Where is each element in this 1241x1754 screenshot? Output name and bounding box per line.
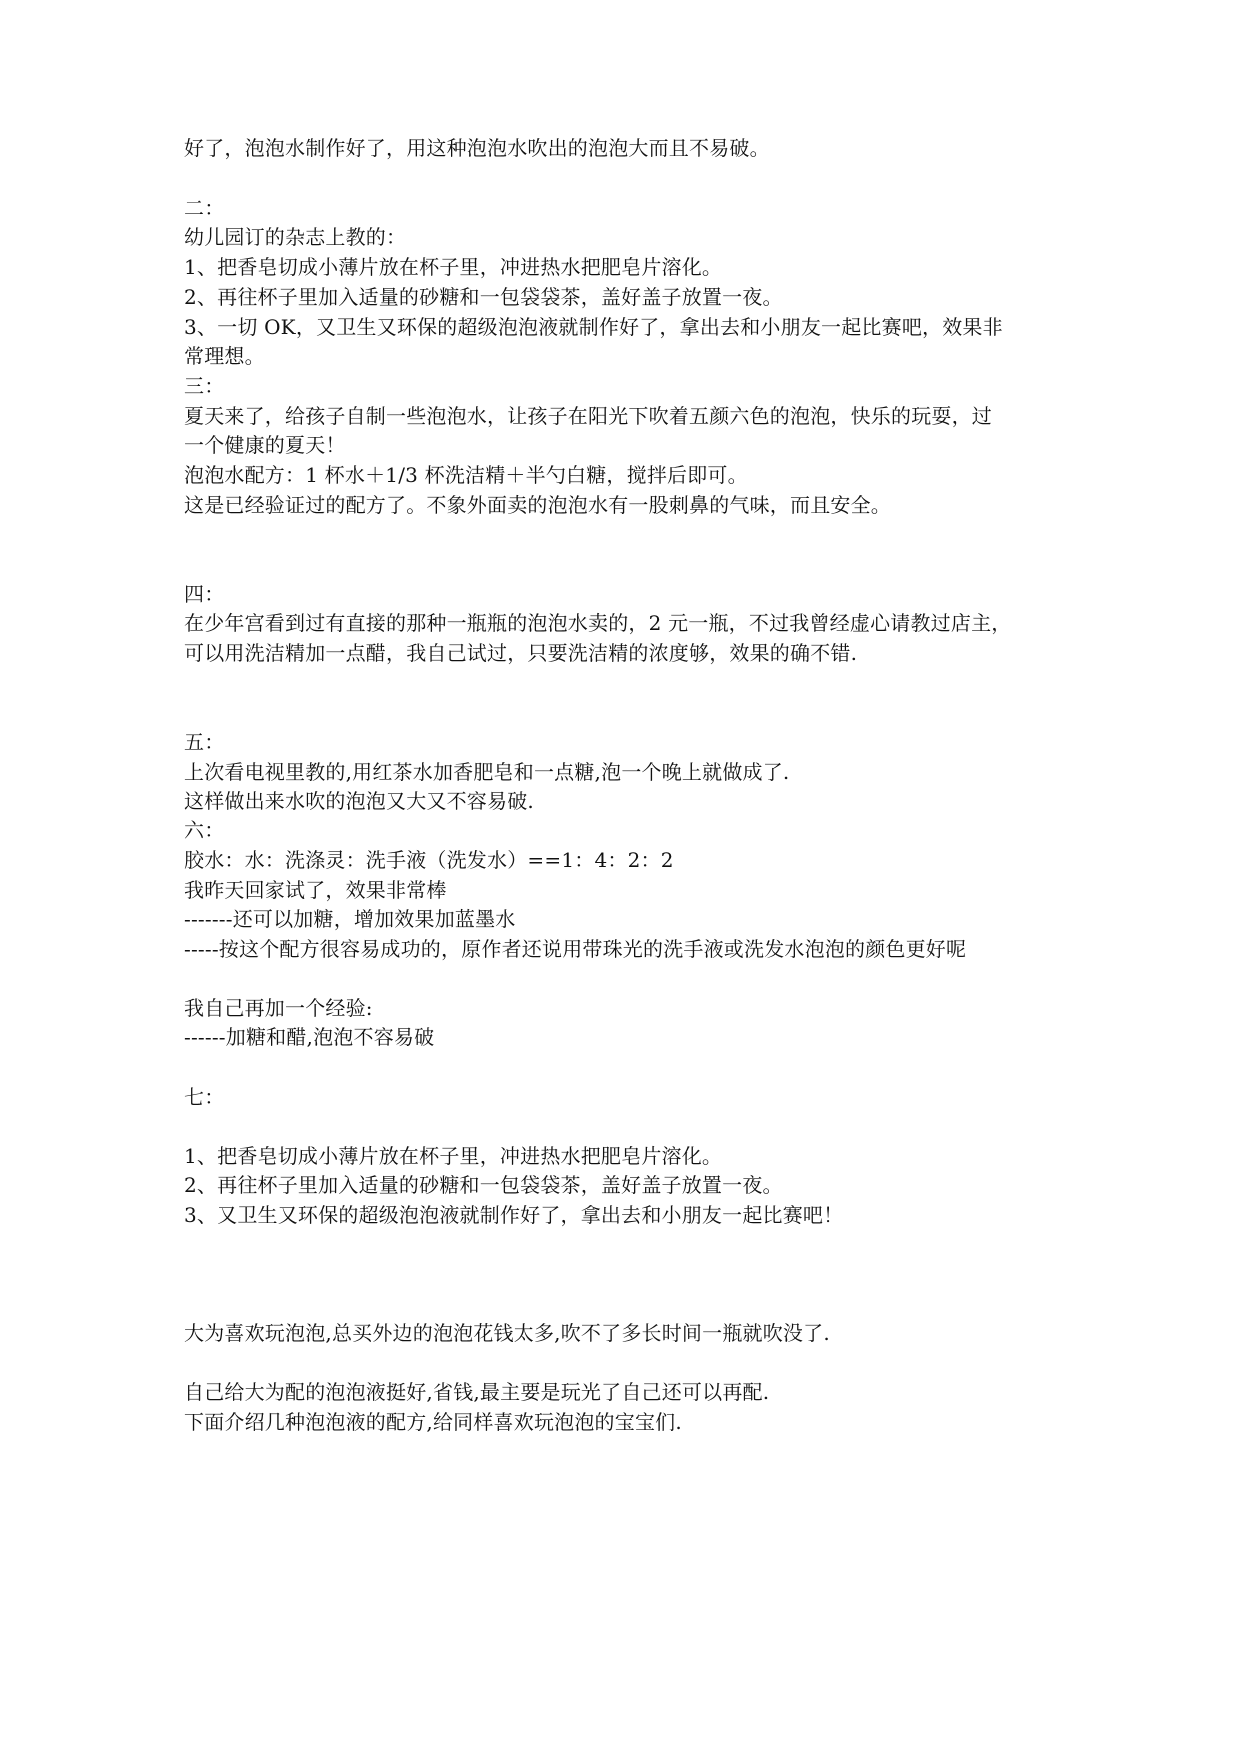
text-line: ------加糖和醋,泡泡不容易破: [184, 1025, 435, 1049]
text-line: 自己给大为配的泡泡液挺好,省钱,最主要是玩光了自己还可以再配.: [184, 1380, 770, 1404]
section-heading: 三：: [184, 374, 225, 398]
text-line: 这样做出来水吹的泡泡又大又不容易破.: [184, 789, 534, 813]
text-line: 胶水：水：洗涤灵：洗手液（洗发水）==1：4：2：2: [184, 848, 674, 872]
text-line: 下面介绍几种泡泡液的配方,给同样喜欢玩泡泡的宝宝们.: [184, 1410, 682, 1434]
section-heading: 七：: [184, 1085, 225, 1109]
text-line: 在少年宫看到过有直接的那种一瓶瓶的泡泡水卖的，2 元一瓶，不过我曾经虚心请教过店主，: [184, 611, 1012, 635]
text-line: 一个健康的夏天！: [184, 433, 346, 457]
text-line: 1、把香皂切成小薄片放在杯子里，冲进热水把肥皂片溶化。: [184, 1144, 723, 1168]
text-line: 泡泡水配方：1 杯水＋1/3 杯洗洁精＋半勺白糖，搅拌后即可。: [184, 463, 748, 487]
section-heading: 四：: [184, 582, 225, 606]
section-heading: 二：: [184, 196, 225, 220]
text-line: 2、再往杯子里加入适量的砂糖和一包袋袋茶，盖好盖子放置一夜。: [184, 285, 783, 309]
text-line: 大为喜欢玩泡泡,总买外边的泡泡花钱太多,吹不了多长时间一瓶就吹没了.: [184, 1321, 830, 1345]
text-line: 好了，泡泡水制作好了，用这种泡泡水吹出的泡泡大而且不易破。: [184, 136, 770, 160]
text-line: 常理想。: [184, 344, 265, 368]
text-line: 1、把香皂切成小薄片放在杯子里，冲进热水把肥皂片溶化。: [184, 255, 723, 279]
text-line: 夏天来了，给孩子自制一些泡泡水，让孩子在阳光下吹着五颜六色的泡泡，快乐的玩耍，过: [184, 404, 992, 428]
text-line: -----按这个配方很容易成功的，原作者还说用带珠光的洗手液或洗发水泡泡的颜色更好呢: [184, 937, 967, 961]
text-line: 上次看电视里教的,用红茶水加香肥皂和一点糖,泡一个晚上就做成了.: [184, 760, 790, 784]
section-heading: 六：: [184, 818, 225, 842]
text-line: 这是已经验证过的配方了。不象外面卖的泡泡水有一股刺鼻的气味，而且安全。: [184, 493, 891, 517]
text-line: 可以用洗洁精加一点醋，我自己试过，只要洗洁精的浓度够，效果的确不错.: [184, 641, 858, 665]
text-line: 3、又卫生又环保的超级泡泡液就制作好了，拿出去和小朋友一起比赛吧！: [184, 1203, 844, 1227]
text-line: 幼儿园订的杂志上教的：: [184, 225, 407, 249]
text-line: -------还可以加糖，增加效果加蓝墨水: [184, 907, 516, 931]
text-line: 3、一切 OK，又卫生又环保的超级泡泡液就制作好了，拿出去和小朋友一起比赛吧，效果非: [184, 315, 1003, 339]
text-line: 我昨天回家试了，效果非常棒: [184, 878, 447, 902]
text-line: 2、再往杯子里加入适量的砂糖和一包袋袋茶，盖好盖子放置一夜。: [184, 1173, 783, 1197]
text-line: 我自己再加一个经验:: [184, 996, 373, 1020]
section-heading: 五：: [184, 730, 225, 754]
